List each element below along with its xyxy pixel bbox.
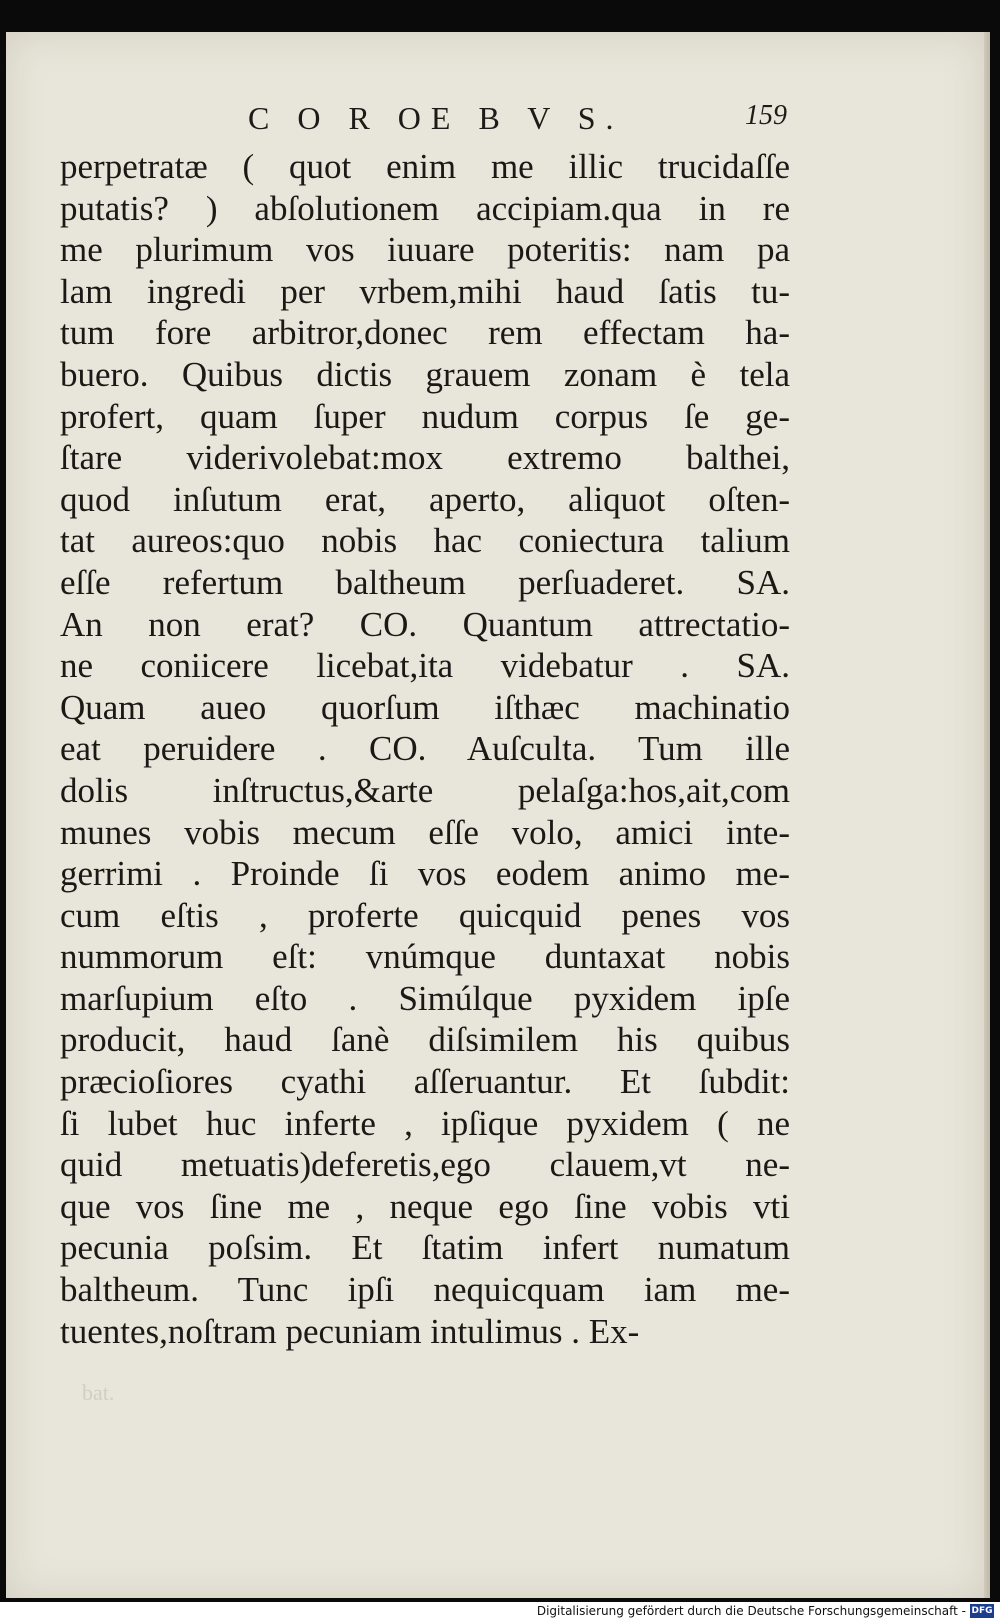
text-block bbox=[60, 146, 790, 1352]
text-line: cum eſtis , proferte quicquid penes vos bbox=[60, 895, 790, 935]
page-edge bbox=[984, 32, 990, 1598]
text-line: ne coniicere licebat,ita videbatur . SA. bbox=[60, 646, 790, 686]
text-line: tum fore arbitror,donec rem effectam ha- bbox=[60, 313, 790, 353]
text-line: producit, haud ſanè diſsimilem his quibus bbox=[60, 1020, 790, 1060]
text-line: lam ingredi per vrbem,mihi haud ſatis tu- bbox=[60, 271, 790, 311]
digitization-credit: Digitalisierung gefördert durch die Deutsche Forschungsgemeinschaft - bbox=[536, 1604, 966, 1618]
page-number: 159 bbox=[745, 100, 787, 131]
text-line: me plurimum vos iuuare poteritis: nam pa bbox=[60, 230, 790, 270]
text-line: perpetratæ ( quot enim me illic trucidaſſe bbox=[60, 147, 790, 186]
text-line: baltheum. Tunc ipſi nequicquam iam me- bbox=[60, 1270, 790, 1310]
catchword-show-through: bat. bbox=[82, 1380, 115, 1405]
text-line: tuentes,noſtram pecuniam intulimus . Ex- bbox=[60, 1311, 640, 1351]
text-line: buero. Quibus dictis grauem zonam è tela bbox=[60, 354, 790, 394]
text-line: ſtare viderivolebat:mox extremo balthei, bbox=[60, 438, 790, 478]
text-line: tat aureos:quo nobis hac coniectura talium bbox=[60, 521, 790, 561]
text-line: An non erat? CO. Quantum attrectatio- bbox=[60, 604, 790, 644]
text-line: munes vobis mecum eſſe volo, amici inte- bbox=[60, 812, 790, 852]
text-line: marſupium eſto . Simúlque pyxidem ipſe bbox=[60, 978, 790, 1018]
text-line: eſſe refertum baltheum perſuaderet. SA. bbox=[60, 562, 790, 602]
text-line: præcioſiores cyathi aſſeruantur. Et ſubdit: bbox=[60, 1062, 790, 1102]
text-line: putatis? ) abſolutionem accipiam.qua in re bbox=[60, 188, 790, 228]
running-head: C O R OE B V S. bbox=[248, 100, 624, 136]
text-line: pecunia poſsim. Et ſtatim infert numatum bbox=[60, 1228, 790, 1268]
text-line: ſi lubet huc inferte , ipſique pyxidem ( ne bbox=[60, 1103, 790, 1143]
text-line: quid metuatis)deferetis,ego clauem,vt ne- bbox=[60, 1145, 790, 1185]
text-line: eat peruidere . CO. Auſculta. Tum ille bbox=[60, 729, 790, 769]
text-line: dolis inſtructus,&arte pelaſga:hos,ait,com bbox=[60, 770, 790, 810]
text-line: nummorum eſt: vnúmque duntaxat nobis bbox=[60, 937, 790, 977]
text-line: Quam aueo quorſum iſthæc machinatio bbox=[60, 687, 790, 727]
text-line: gerrimi . Proinde ſi vos eodem animo me- bbox=[60, 854, 790, 894]
dfg-logo-icon: DFG bbox=[971, 1606, 993, 1616]
text-line: quod inſutum erat, aperto, aliquot oſten- bbox=[60, 479, 790, 519]
text-line: que vos ſine me , neque ego ſine vobis vti bbox=[60, 1186, 790, 1226]
text-line: profert, quam ſuper nudum corpus ſe ge- bbox=[60, 396, 790, 436]
